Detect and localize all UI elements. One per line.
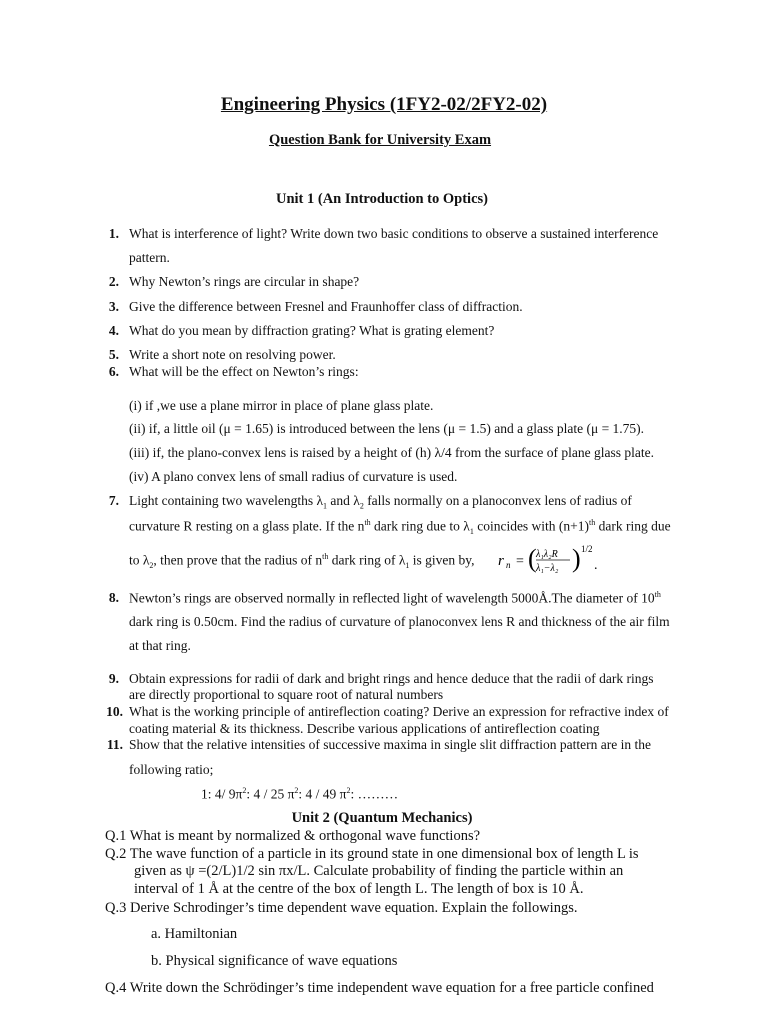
svg-text:=: =	[516, 554, 524, 569]
q9-number: 9.	[108, 671, 119, 686]
q8-number: 8.	[108, 590, 119, 605]
q7-line3: to $\lambda_2$, then prove that the radius of $n^{th}$ dark ring of $\lambda_1$ is given by,	[129, 552, 475, 571]
q8-line2: dark ring is 0.50cm. Find the radius of curvature of planoconvex lens R and thickness of the air film	[129, 614, 670, 629]
svg-text:λ₁−λ₂: λ₁−λ₂	[536, 563, 559, 574]
u2-q3-item-b: b. Physical significance of wave equations	[151, 953, 398, 969]
q1-number: 1.	[108, 226, 119, 241]
q8-line3: at that ring.	[129, 638, 191, 653]
q7-radius-formula	[498, 543, 608, 577]
page-title: Engineering Physics (1FY2-02/2FY2-02)	[220, 94, 548, 115]
page-subtitle: Question Bank for University Exam	[268, 132, 492, 148]
q2-text: Why Newton’s rings are circular in shape?	[129, 274, 360, 289]
u2-q2-line1: Q.2 The wave function of a particle in its ground state in one dimensional box of length L is	[105, 846, 639, 862]
q6-text: What will be the effect on Newton’s rings:	[129, 364, 359, 379]
q1-line2: pattern.	[129, 250, 170, 265]
q2-number: 2.	[108, 274, 119, 289]
q5-number: 5.	[108, 347, 119, 362]
svg-text:λ₁λ₂R: λ₁λ₂R	[536, 549, 558, 560]
u2-q4-text: Q.4 Write down the Schrödinger’s time independent wave equation for a free particle confined	[105, 980, 654, 996]
unit2-heading: Unit 2 (Quantum Mechanics)	[291, 810, 473, 826]
q6-sub-ii: (ii) if, a little oil (μ = 1.65) is introduced between the lens (μ = 1.5) and a glass plate (μ = 1.75).	[129, 421, 645, 436]
q10-number: 10.	[106, 704, 123, 719]
q6-number: 6.	[108, 364, 119, 379]
q5-text: Write a short note on resolving power.	[129, 347, 336, 362]
q10-line2: coating material & its thickness. Describe various applications of antireflection coating	[129, 721, 600, 736]
svg-text:n: n	[506, 560, 511, 570]
q11-number: 11.	[106, 737, 123, 752]
u2-q2-line2: given as ψ =(2/L)1/2 sin πx/L. Calculate probability of finding the particle within an	[134, 863, 624, 879]
q11-line2: following ratio;	[129, 762, 214, 777]
q4-text: What do you mean by diffraction grating? What is grating element?	[129, 323, 495, 338]
q7-line2: curvature R resting on a glass plate. If the $n^{th}$ dark ring due to $\lambda_1$ coincides with $(n+1)^{th}$ dark ring due	[129, 518, 671, 537]
q11-ratio: 1: 4/ $9\pi^2$: 4 / 25 $\pi^2$: 4 / 49 $\pi^2$: ………	[201, 786, 399, 802]
q9-line1: Obtain expressions for radii of dark and bright rings and hence deduce that the radii of dark rings	[129, 671, 654, 686]
q6-sub-i: (i) if ,we use a plane mirror in place of plane glass plate.	[129, 398, 434, 413]
q11-line1: Show that the relative intensities of successive maxima in single slit diffraction pattern are in the	[129, 737, 651, 752]
q7-line1: Light containing two wavelengths $\lambda_1$ and $\lambda_2$ falls normally on a planoconvex lens of radius of	[129, 493, 632, 511]
svg-text:r: r	[498, 553, 504, 569]
u2-q2-line3: interval of 1 Å at the centre of the box of length L. The length of box is 10 Å.	[134, 881, 584, 897]
q4-number: 4.	[108, 323, 119, 338]
q3-number: 3.	[108, 299, 119, 314]
svg-text:1/2: 1/2	[581, 544, 593, 554]
u2-q3-item-a: a. Hamiltonian	[151, 926, 238, 942]
svg-text:): )	[572, 544, 581, 573]
q10-line1: What is the working principle of antireflection coating? Derive an expression for refractive index of	[129, 704, 669, 719]
q6-sub-iii: (iii) if, the plano-convex lens is raised by a height of (h) λ/4 from the surface of plane glass plate.	[129, 445, 655, 460]
q6-sub-iv: (iv) A plano convex lens of small radius of curvature is used.	[129, 469, 458, 484]
q3-text: Give the difference between Fresnel and Fraunhoffer class of diffraction.	[129, 299, 523, 314]
svg-text:(: (	[528, 544, 537, 573]
q7-number: 7.	[108, 493, 119, 508]
u2-q3-text: Q.3 Derive Schrodinger’s time dependent wave equation. Explain the followings.	[105, 900, 578, 916]
q8-line1: Newton’s rings are observed normally in reflected light of wavelength 5000Å.The diameter of 10th	[129, 590, 661, 606]
unit1-heading: Unit 1 (An Introduction to Optics)	[275, 191, 488, 207]
svg-text:.: .	[594, 558, 598, 573]
q1-line1: What is interference of light? Write down two basic conditions to observe a sustained interference	[129, 226, 659, 241]
q9-line2: are directly proportional to square root of natural numbers	[129, 687, 444, 702]
u2-q1-text: Q.1 What is meant by normalized & orthogonal wave functions?	[105, 828, 481, 844]
